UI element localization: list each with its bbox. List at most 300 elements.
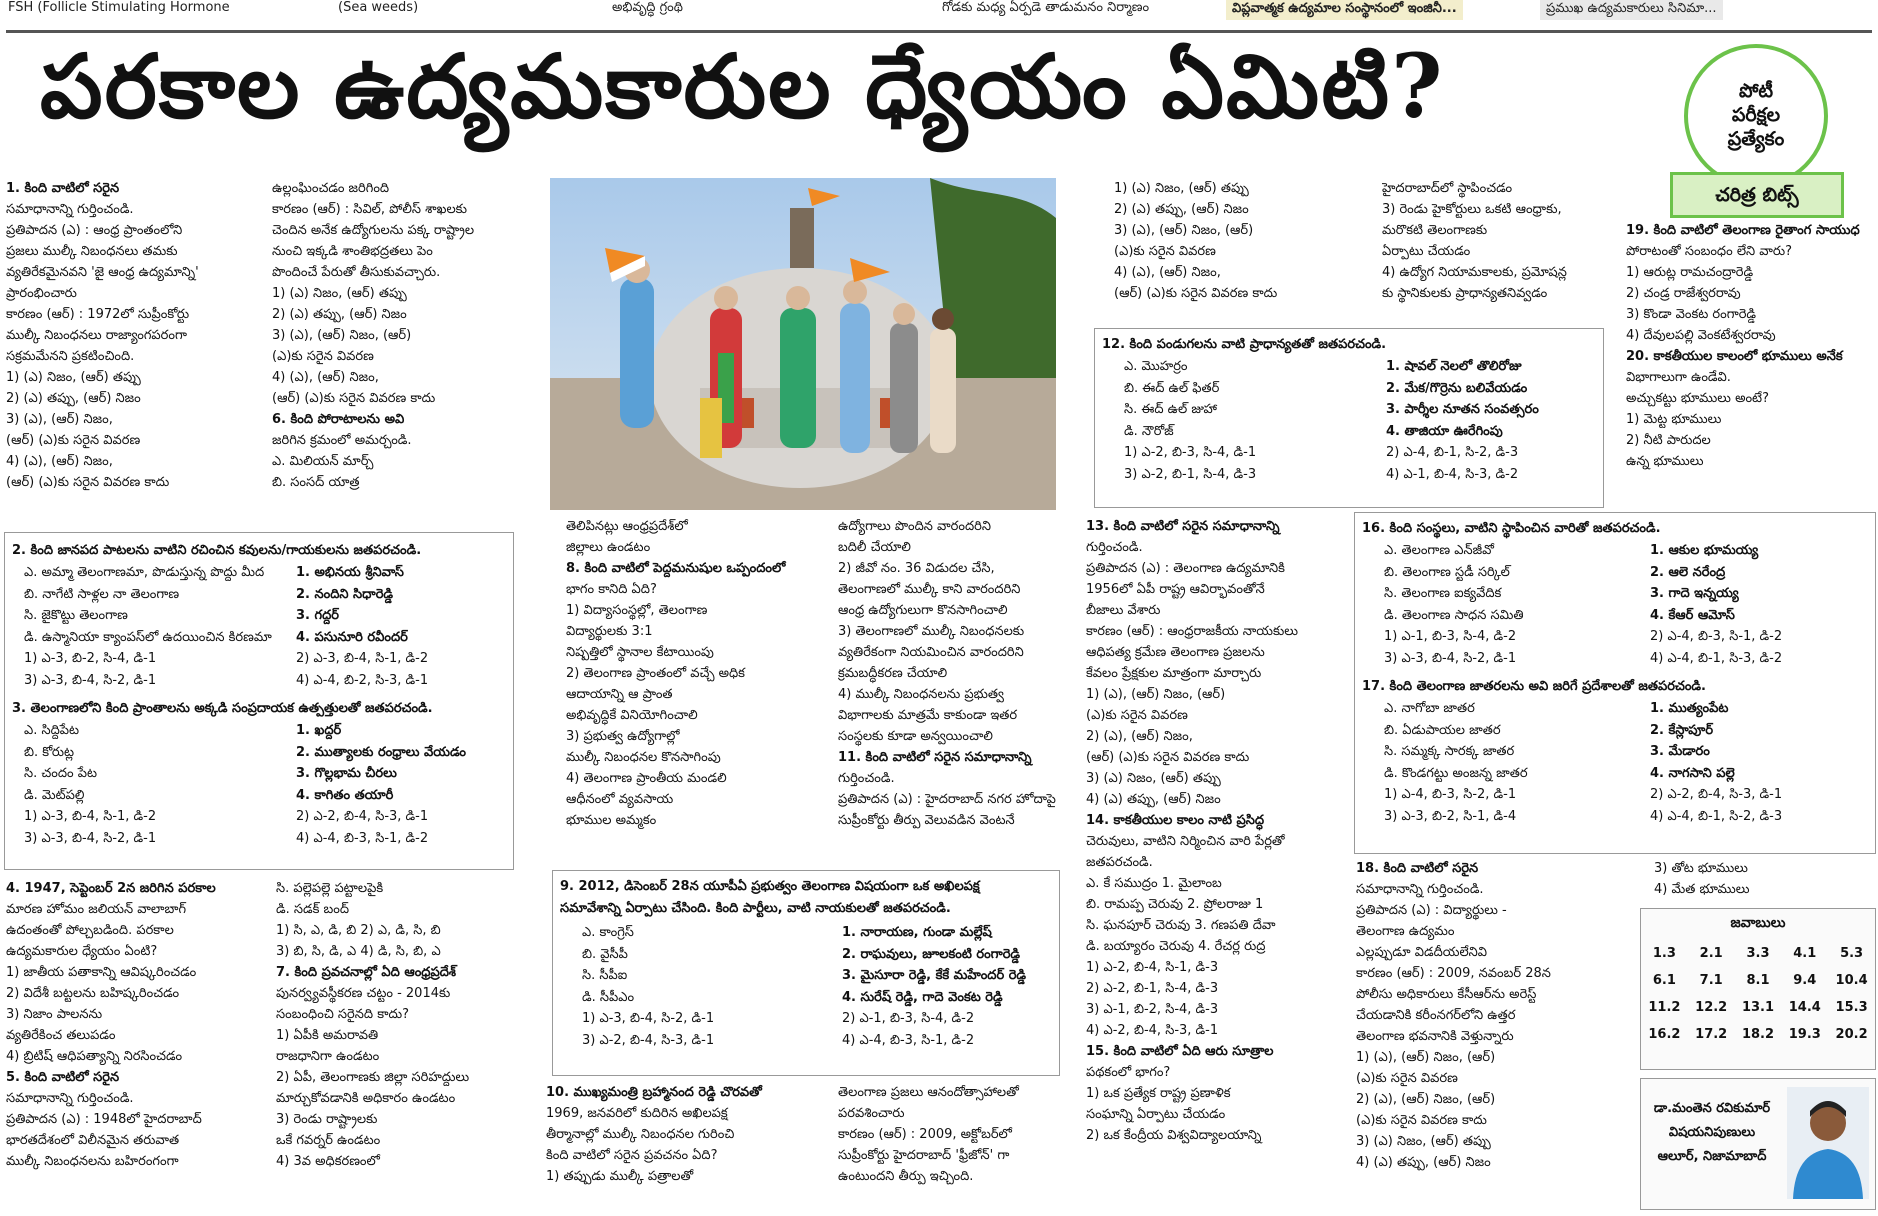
text-line: నుంచి ఇక్కడి శాంతిభద్రతలు పెం bbox=[272, 244, 433, 259]
text-line: 8. కింది వాటిలో పెద్దమనుషుల ఒప్పందంలో bbox=[566, 561, 786, 576]
text-line: అచ్చుకట్టు భూములు అంటే? bbox=[1626, 391, 1769, 406]
author-place: ఆలూర్, నిజామాబాద్ bbox=[1657, 1149, 1767, 1164]
top-strip bbox=[0, 0, 1878, 30]
text-line: 4. కాగితం తయారీ bbox=[296, 787, 394, 803]
text-line: ఒకే గవర్నర్ ఉండటం bbox=[276, 1133, 381, 1148]
text-line: బి. వైసీపీ bbox=[582, 946, 628, 962]
text-line: 1) ఎ-1, బి-3, సి-4, డి-2 bbox=[1384, 629, 1517, 644]
answer-cell: 11.2 bbox=[1648, 1000, 1681, 1015]
text-line: ఆదాయాన్ని ఆ ప్రాంత bbox=[566, 687, 673, 702]
text-line: సంఘాన్ని ఏర్పాటు చేయడం bbox=[1086, 1107, 1226, 1122]
strip-item-0: FSH (Follicle Stimulating Hormone bbox=[8, 0, 230, 15]
text-line: 4) ఎ-1, బి-4, సి-3, డి-2 bbox=[1386, 466, 1519, 482]
text-line: 4) (ఎ) తప్పు, (ఆర్) నిజం bbox=[1356, 1155, 1491, 1170]
text-line: 1) (ఎ) నిజం, (ఆర్) తప్పు bbox=[6, 370, 141, 385]
text-line: ప్రతిపాదన (ఎ) : ఆంధ్ర ప్రాంతంలోని bbox=[6, 223, 183, 238]
text-line: ఆంధ్ర ఉద్యోగులుగా కొనసాగించాలి bbox=[838, 603, 1008, 618]
q3-right bbox=[296, 720, 510, 849]
text-line: సి. ఘనపూర్ చెరువు 3. గణపతి దేవా bbox=[1086, 918, 1276, 933]
text-line: తెలంగాణలో ముల్కీ కాని వారందరిని bbox=[838, 582, 1021, 597]
text-line: డి. మెట్‌పల్లి bbox=[24, 787, 85, 803]
q2-right bbox=[296, 562, 510, 691]
text-line: సమాధానాన్ని గుర్తించండి. bbox=[6, 1091, 134, 1106]
text-line: 3. గద్దర్ bbox=[296, 608, 339, 623]
text-line: ఎ. సిద్దిపేట bbox=[24, 723, 80, 738]
q17-left bbox=[1384, 698, 1644, 827]
text-line: 3) కొండా వెంకట రంగారెడ్డి bbox=[1626, 307, 1757, 322]
text-line: (ఆర్) (ఎ)కు సరైన వివరణ కాదు bbox=[1086, 750, 1250, 765]
text-line: తెలంగాణ ఉద్యమం bbox=[1356, 924, 1455, 939]
text-line: వ్యతిరేకంగా నియమించిన వారందరిని bbox=[838, 645, 1024, 660]
text-line: 4) (ఎ) తప్పు, (ఆర్) నిజం bbox=[1086, 792, 1221, 807]
text-line: డి. కొండగట్టు అంజన్న జాతర bbox=[1384, 765, 1528, 781]
text-line: 2) (ఎ) తప్పు, (ఆర్) నిజం bbox=[272, 307, 407, 322]
answer-cell: 7.1 bbox=[1699, 973, 1723, 988]
text-line: 1) (ఎ), (ఆర్) నిజం, (ఆర్) bbox=[1086, 687, 1226, 702]
text-line: 3) ఎ-2, బి-4, సి-3, డి-1 bbox=[582, 1032, 715, 1048]
text-line: సి. జైకొట్టు తెలంగాణ bbox=[24, 608, 128, 623]
text-line: ఆధీనంలో వ్యవసాయ bbox=[566, 792, 674, 807]
text-line: డి. సీపీఎం bbox=[582, 989, 635, 1005]
text-line: (ఆర్) (ఎ)కు సరైన వివరణ కాదు bbox=[1114, 286, 1278, 301]
text-line: చెందిన అనేక ఉద్యోగులను పక్క రాష్ట్రాల bbox=[272, 223, 475, 238]
text-line: 2) ఎ-3, బి-4, సి-1, డి-2 bbox=[296, 651, 429, 666]
column-4-bottom bbox=[838, 1082, 1070, 1187]
answer-cell: 20.2 bbox=[1835, 1027, 1868, 1042]
answer-row bbox=[1641, 994, 1875, 1021]
text-line: డి. సడక్ బంద్ bbox=[276, 902, 350, 917]
text-line: 3) బి, సి, డి, ఎ 4) డి, సి, బి, ఎ bbox=[276, 944, 441, 959]
text-line: 4. నాగసాని పల్లె bbox=[1650, 765, 1735, 781]
text-line: 2) (ఎ), (ఆర్) నిజం, bbox=[1086, 729, 1193, 744]
text-line: 3. మైసూరా రెడ్డి, కేకే మహేందర్ రెడ్డి bbox=[842, 968, 1027, 983]
text-line: 10. ముఖ్యమంత్రి బ్రహ్మానంద రెడ్డి చొరవతో bbox=[546, 1085, 762, 1100]
statue-photo-illustration bbox=[550, 178, 1056, 510]
text-line: 18. కింది వాటిలో సరైన bbox=[1356, 861, 1479, 876]
text-line: భూముల అమ్మకం bbox=[566, 813, 657, 828]
text-line: 1) (ఎ), (ఆర్) నిజం, (ఆర్) bbox=[1356, 1050, 1496, 1065]
text-line: 3. పార్శీల నూతన సంవత్సరం bbox=[1386, 402, 1539, 417]
strip-item-4: విప్లవాత్మక ఉద్యమాల సంస్థానంలో ఇంజినీ... bbox=[1226, 0, 1463, 20]
text-line: 4. 1947, సెప్టెంబర్ 2న జరిగిన పరకాల bbox=[6, 881, 216, 896]
text-line: ఆధిపత్య క్రమేణ తెలంగాణ ప్రజలను bbox=[1086, 645, 1265, 660]
answer-cell: 9.4 bbox=[1793, 973, 1817, 988]
text-line: 1) సి, ఎ, డి, బి 2) ఎ, డి, సి, బి bbox=[276, 923, 441, 938]
text-line: ఎ. నాగోబా జాతర bbox=[1384, 701, 1475, 716]
q3-block bbox=[12, 698, 508, 720]
answer-key-box bbox=[1640, 908, 1876, 1070]
text-line: 4) ముల్కీ నిబంధనలను ప్రభుత్వ bbox=[838, 687, 1004, 702]
text-line: 4) (ఎ), (ఆర్) నిజం, bbox=[1114, 265, 1221, 280]
text-line: ప్రతిపాదన (ఎ) : తెలంగాణ ఉద్యమానికి bbox=[1086, 561, 1285, 576]
text-line: 1) ఎ-2, బి-3, సి-4, డి-1 bbox=[1124, 445, 1257, 460]
answer-cell: 1.3 bbox=[1652, 946, 1676, 961]
text-line: 1) జాతీయ పతాకాన్ని ఆవిష్కరించడం bbox=[6, 965, 197, 980]
text-line: 4. తాజియా ఊరేగింపు bbox=[1386, 423, 1503, 439]
text-line: గుర్తించండి. bbox=[1086, 540, 1143, 555]
text-line: సంబంధించి సరైనది కాదు? bbox=[276, 1007, 410, 1022]
text-line: బి. తెలంగాణ స్టడీ సర్కిల్ bbox=[1384, 564, 1510, 580]
header-rule bbox=[6, 30, 1872, 33]
text-line: 4) బ్రిటిష్ ఆధిపత్యాన్ని నిరసించడం bbox=[6, 1049, 183, 1064]
text-line: 3) తెలంగాణలో ముల్కీ నిబంధనలకు bbox=[838, 624, 1025, 639]
strip-item-2: అభివృద్ధి గ్రంథి bbox=[612, 0, 683, 15]
text-line: 1) మెట్ట భూములు bbox=[1626, 412, 1722, 427]
text-line: మారణ హోమం జలియన్ వాలాబాగ్ bbox=[6, 902, 187, 917]
text-line: ఎ. తెలంగాణ ఎన్‌జీవో bbox=[1384, 543, 1494, 558]
answer-key-title: జవాబులు bbox=[1730, 915, 1786, 931]
headline: పరకాల ఉద్యమకారుల ధ్యేయం ఏమిటి? bbox=[40, 34, 1445, 138]
text-line: 1) ఎ-3, బి-2, సి-4, డి-1 bbox=[24, 651, 157, 666]
text-line: డి. నౌరోజ్ bbox=[1124, 423, 1174, 439]
text-line: 14. కాకతీయుల కాలం నాటి ప్రసిద్ధ bbox=[1086, 813, 1265, 828]
text-line: సి. పల్లెపల్లె పట్టాలపైకి bbox=[276, 881, 384, 896]
text-line: 2) ఎ-4, బి-1, సి-2, డి-3 bbox=[1386, 445, 1519, 460]
text-line: 2) ఏపీ, తెలంగాణకు జిల్లా సరిహద్దులు bbox=[276, 1070, 470, 1085]
text-line: ప్రజలు ముల్కీ నిబంధనలు తమకు bbox=[6, 244, 178, 259]
text-line: ఉంటుందని తీర్పు ఇచ్చింది. bbox=[838, 1169, 974, 1184]
text-line: బి. ఏడుపాయల జాతర bbox=[1384, 722, 1501, 738]
text-line: 2. కేస్లాపూర్ bbox=[1650, 722, 1714, 738]
text-line: 3) ఎ-3, బి-2, సి-1, డి-4 bbox=[1384, 808, 1517, 824]
text-line: సుప్రీంకోర్టు తీర్పు వెలువడిన వెంటనే bbox=[838, 813, 1015, 828]
text-line: మార్చుకోవడానికి అధికారం ఉండటం bbox=[276, 1091, 456, 1106]
text-line: 1. ఖద్దర్ bbox=[296, 723, 342, 738]
text-line: సి. ఈద్ ఉల్ జుహా bbox=[1124, 402, 1217, 417]
answer-cell: 12.2 bbox=[1695, 1000, 1728, 1015]
answer-cell: 4.1 bbox=[1793, 946, 1817, 961]
text-line: పథకంలో భాగం? bbox=[1086, 1065, 1171, 1080]
text-line: 1) ఎ-3, బి-4, సి-2, డి-1 bbox=[582, 1011, 715, 1026]
text-line: విద్యార్థులకు 3:1 bbox=[566, 624, 653, 639]
text-line: 2) ఎ-2, బి-4, సి-3, డి-1 bbox=[296, 809, 429, 824]
text-line: 20. కాకతీయుల కాలంలో భూములు అనేక bbox=[1626, 349, 1843, 364]
text-line: 6. కింది పోరాటాలను అవి bbox=[272, 412, 405, 427]
q9-title-1: 9. 2012, డిసెంబర్ 28న యూపీఏ ప్రభుత్వం తెలంగాణ విషయంగా ఒక అఖిలపక్ష bbox=[560, 879, 980, 894]
text-line: 5. కింది వాటిలో సరైన bbox=[6, 1070, 120, 1085]
text-line: మరొకటి తెలంగాణకు bbox=[1382, 223, 1488, 238]
answer-cell: 3.3 bbox=[1746, 946, 1770, 961]
q16-right bbox=[1650, 540, 1872, 669]
text-line: 4) ఎ-4, బి-2, సి-3, డి-1 bbox=[296, 672, 429, 688]
q9-right bbox=[842, 922, 1056, 1051]
text-line: డి. ఉస్మానియా క్యాంపస్‌లో ఉదయించిన కిరణమా bbox=[24, 629, 272, 645]
text-line: హైదరాబాద్‌లో స్థాపించడం bbox=[1382, 181, 1513, 196]
text-line: బి. కోరుట్ల bbox=[24, 744, 75, 760]
strip-item-3: గోడకు మధ్య ఏర్పడె తాడుమనం నిర్మాణం bbox=[942, 0, 1150, 15]
text-line: 4) ఎ-4, బి-3, సి-1, డి-2 bbox=[842, 1032, 975, 1048]
answer-key-table bbox=[1641, 940, 1875, 1048]
text-line: 2. ముత్యాలకు రంధ్రాలు వేయడం bbox=[296, 744, 466, 760]
text-line: ఎల్లప్పుడూ విడదీయలేనివి bbox=[1356, 945, 1488, 960]
q2-title: 2. కింది జానపద పాటలను వాటిని రచించిన కవులను/గాయకులను జతపరచండి. bbox=[12, 543, 422, 558]
text-line: తెలిపినట్లు ఆంధ్రప్రదేశ్‌లో bbox=[566, 519, 688, 534]
text-line: 1) ఎ-4, బి-3, సి-2, డి-1 bbox=[1384, 787, 1517, 802]
text-line: (ఎ)కు సరైన వివరణ bbox=[1356, 1071, 1458, 1086]
q2-block bbox=[12, 540, 508, 562]
text-line: ఏర్పాటు చేయడం bbox=[1382, 244, 1471, 259]
text-line: 1. ఆకుల భూమయ్య bbox=[1650, 543, 1759, 558]
text-line: ఎ. కాంగ్రెస్ bbox=[582, 925, 634, 940]
text-line: 3) రెండు హైకోర్టులు ఒకటి ఆంధ్రాకు, bbox=[1382, 202, 1562, 217]
q9-title-2: సమావేశాన్ని ఏర్పాటు చేసింది. కింది పార్టీలు, వాటి నాయకులతో జతపరచండి. bbox=[560, 900, 951, 916]
text-line: చేయడానికి కరీంనగర్‌లోని ఉత్తర bbox=[1356, 1008, 1516, 1023]
text-line: బి. నాగేటి సాళ్లల నా తెలంగాణ bbox=[24, 586, 180, 602]
text-line: క్రమబద్ధీకరణ చేయాలి bbox=[838, 666, 948, 681]
text-line: ఉల్లంఘించడం జరిగింది bbox=[272, 181, 390, 196]
text-line: సమాధానాన్ని గుర్తించండి. bbox=[6, 202, 134, 217]
text-line: 3) ఎ-3, బి-4, సి-2, డి-1 bbox=[24, 830, 157, 846]
text-line: 2. రాఘవులు, జూలకంటి రంగారెడ్డి bbox=[842, 946, 1021, 962]
column-6-top bbox=[1382, 178, 1632, 304]
text-line: 3) ఎ-1, బి-2, సి-4, డి-3 bbox=[1086, 1002, 1219, 1017]
text-line: సి. తెలంగాణ ఐక్యవేదిక bbox=[1384, 586, 1502, 601]
text-line: 2) చండ్ర రాజేశ్వరరావు bbox=[1626, 286, 1741, 301]
text-line: 3) ప్రభుత్వ ఉద్యోగాల్లో bbox=[566, 729, 680, 744]
answer-cell: 19.3 bbox=[1788, 1027, 1821, 1042]
text-line: 3. గాదె ఇన్నయ్య bbox=[1650, 586, 1739, 601]
text-line: ఎ. మిలియన్ మార్చ్ bbox=[272, 454, 374, 469]
text-line: 2) విదేశీ బట్టలను బహిష్కరించడం bbox=[6, 986, 180, 1001]
text-line: 3) (ఎ) నిజం, (ఆర్) తప్పు bbox=[1356, 1134, 1491, 1149]
text-line: 1) ఎ-2, బి-4, సి-1, డి-3 bbox=[1086, 960, 1219, 975]
text-line: కేవలం ప్రేక్షకుల మాత్రంగా మార్చారు bbox=[1086, 666, 1262, 681]
text-line: 2. నందిని సిధారెడ్డి bbox=[296, 586, 394, 602]
text-line: బి. సంసద్ యాత్ర bbox=[272, 475, 360, 490]
text-line: ఉన్న భూములు bbox=[1626, 454, 1704, 469]
text-line: కారణం (ఆర్) : 2009, అక్టోబర్‌లో bbox=[838, 1127, 1012, 1142]
text-line: ముల్కీ నిబంధనలు రాజ్యాంగపరంగా bbox=[6, 328, 187, 343]
answer-row bbox=[1641, 1021, 1875, 1048]
text-line: 2) ఎ-2, బి-1, సి-4, డి-3 bbox=[1086, 981, 1219, 996]
q3-left bbox=[24, 720, 294, 849]
q3-title: 3. తెలంగాణలోని కింది ప్రాంతాలను అక్కడి సంప్రదాయక ఉత్పత్తులతో జతపరచండి. bbox=[12, 701, 433, 716]
answer-cell: 14.4 bbox=[1788, 1000, 1821, 1015]
text-line: 4) (ఎ), (ఆర్) నిజం, bbox=[6, 454, 113, 469]
author-box bbox=[1640, 1078, 1876, 1210]
text-line: (ఎ)కు సరైన వివరణ bbox=[1086, 708, 1188, 723]
author-details bbox=[1647, 1097, 1777, 1169]
text-line: 2) (ఎ) తప్పు, (ఆర్) నిజం bbox=[6, 391, 141, 406]
text-line: అభివృద్ధికే వినియోగించాలి bbox=[566, 708, 698, 723]
text-line: 1) ఎ-3, బి-4, సి-1, డి-2 bbox=[24, 809, 157, 824]
column-5-mid bbox=[1086, 516, 1356, 1146]
text-line: సి. సమ్మక్క సారక్క జాతర bbox=[1384, 744, 1515, 759]
text-line: 1) ఆరుట్ల రామచంద్రారెడ్డి bbox=[1626, 265, 1754, 280]
text-line: 3) (ఎ) నిజం, (ఆర్) తప్పు bbox=[1086, 771, 1221, 786]
text-line: తీర్మానాల్లో ముల్కీ నిబంధనల గురించి bbox=[546, 1127, 735, 1142]
text-line: 2) (ఎ) తప్పు, (ఆర్) నిజం bbox=[1114, 202, 1249, 217]
text-line: ముల్కీ నిబంధనలను బహిరంగంగా bbox=[6, 1154, 179, 1169]
answer-cell: 10.4 bbox=[1835, 973, 1868, 988]
text-line: 2) ఎ-1, బి-3, సి-4, డి-2 bbox=[842, 1011, 975, 1026]
text-line: 3. గొల్లభామ చీరలు bbox=[296, 766, 397, 781]
text-line: 4. సురేష్ రెడ్డి, గాదె వెంకట రెడ్డి bbox=[842, 989, 1003, 1005]
badge-line-1: పోటీ bbox=[1738, 80, 1773, 103]
text-line: 2) ఒక కేంద్రీయ విశ్వవిద్యాలయాన్ని bbox=[1086, 1128, 1262, 1143]
text-line: 15. కింది వాటిలో ఏది ఆరు సూత్రాల bbox=[1086, 1044, 1274, 1059]
text-line: (ఆర్) (ఎ)కు సరైన వివరణ కాదు bbox=[272, 391, 436, 406]
q12-title: 12. కింది పండుగలను వాటి ప్రాధాన్యతతో జతపరచండి. bbox=[1102, 337, 1387, 352]
text-line: 13. కింది వాటిలో సరైన సమాధానాన్ని bbox=[1086, 519, 1280, 534]
text-line: ప్రతిపాదన (ఎ) : హైదరాబాద్ నగర హోదాపై bbox=[838, 792, 1056, 807]
text-line: 2) జీవో నం. 36 విడుదల చేసి, bbox=[838, 561, 995, 576]
text-line: 19. కింది వాటిలో తెలంగాణ రైతాంగ సాయుధ bbox=[1626, 223, 1860, 238]
text-line: పోలీసు అధికారులు కేసీఆర్‌ను అరెస్ట్ bbox=[1356, 987, 1537, 1002]
strip-item-5: ప్రముఖ ఉద్యమకారులు సినిమా... bbox=[1540, 0, 1723, 20]
text-line: 4) తెలంగాణ ప్రాంతీయ మండలి bbox=[566, 771, 727, 786]
text-line: ప్రతిపాదన (ఎ) : 1948లో హైదరాబాద్ bbox=[6, 1112, 202, 1127]
q16-block bbox=[1362, 518, 1870, 540]
text-line: పునర్వ్యవస్థీకరణ చట్టం - 2014కు bbox=[276, 986, 451, 1001]
answer-cell: 6.1 bbox=[1652, 973, 1676, 988]
text-line: కారణం (ఆర్) : 2009, నవంబర్ 28న bbox=[1356, 966, 1551, 981]
text-line: 2) తెలంగాణ ప్రాంతంలో వచ్చే అధిక bbox=[566, 666, 745, 681]
q17-right bbox=[1650, 698, 1872, 827]
answer-cell: 5.3 bbox=[1840, 946, 1864, 961]
author-role: విషయనిపుణులు bbox=[1668, 1125, 1756, 1140]
answer-cell: 17.2 bbox=[1695, 1027, 1728, 1042]
text-line: 3) ఎ-3, బి-4, సి-2, డి-1 bbox=[1384, 650, 1517, 666]
q12-right bbox=[1386, 356, 1600, 485]
text-line: ఎ. అమ్మా తెలంగాణమా, పొడుస్తున్న పొద్దు మీద bbox=[24, 565, 265, 580]
column-6-bottom bbox=[1356, 858, 1636, 1173]
text-line: ప్రతిపాదన (ఎ) : విద్యార్థులు - bbox=[1356, 903, 1507, 918]
text-line: 1) విద్యాసంస్థల్లో, తెలంగాణ bbox=[566, 603, 708, 618]
text-line: పొందించే పేరుతో తీసుకువచ్చారు. bbox=[272, 265, 441, 280]
text-line: 3) రెండు రాష్ట్రాలకు bbox=[276, 1112, 378, 1127]
text-line: 1956లో ఏపీ రాష్ట్ర ఆవిర్భావంతోనే bbox=[1086, 582, 1265, 597]
answer-cell: 8.1 bbox=[1746, 973, 1770, 988]
text-line: సుప్రీంకోర్టు హైదరాబాద్ 'ఫ్రీజోన్' గా bbox=[838, 1148, 1010, 1163]
text-line: 3) తోట భూములు bbox=[1654, 861, 1748, 876]
text-line: 1. నారాయణ, గుండా మల్లేష్ bbox=[842, 925, 992, 940]
answer-cell: 16.2 bbox=[1648, 1027, 1681, 1042]
statue-photo bbox=[550, 178, 1056, 510]
text-line: 1) (ఎ) నిజం, (ఆర్) తప్పు bbox=[1114, 181, 1249, 196]
text-line: 2) నీటి పారుదల bbox=[1626, 433, 1711, 448]
text-line: 1969, జనవరిలో కుదిరిన అఖిలపక్ష bbox=[546, 1106, 728, 1121]
q12-left bbox=[1124, 356, 1374, 485]
text-line: (ఎ)కు సరైన వివరణ bbox=[1114, 244, 1216, 259]
q12-block bbox=[1102, 334, 1598, 356]
text-line: 1) (ఎ) నిజం, (ఆర్) తప్పు bbox=[272, 286, 407, 301]
text-line: 4. పసునూరి రవీందర్ bbox=[296, 629, 408, 645]
text-line: కారణం (ఆర్) : సివిల్, పోలీస్ శాఖలకు bbox=[272, 202, 467, 217]
text-line: జతపరచండి. bbox=[1086, 855, 1153, 870]
text-line: 3. మేడారం bbox=[1650, 744, 1710, 759]
text-line: (ఆర్) (ఎ)కు సరైన వివరణ కాదు bbox=[6, 475, 170, 490]
text-line: ఉదంతంతో పోల్చబడింది. పరకాల bbox=[6, 923, 174, 938]
q16-left bbox=[1384, 540, 1644, 669]
text-line: బి. రామప్ప చెరువు 2. ప్రోలరాజు 1 bbox=[1086, 897, 1264, 912]
text-line: 4) ఎ-2, బి-4, సి-3, డి-1 bbox=[1086, 1023, 1219, 1038]
author-photo bbox=[1787, 1087, 1869, 1199]
badge-line-3: ప్రత్యేకం bbox=[1727, 127, 1785, 150]
text-line: సి. సీపీఐ bbox=[582, 968, 628, 983]
answer-cell: 2.1 bbox=[1699, 946, 1723, 961]
text-line: 2) ఎ-2, బి-4, సి-3, డి-1 bbox=[1650, 787, 1783, 802]
strip-item-1: (Sea weeds) bbox=[338, 0, 419, 15]
text-line: 4) 3వ అధికరణంలో bbox=[276, 1154, 380, 1169]
q9-block bbox=[560, 876, 1054, 919]
text-line: పరవశించారు bbox=[838, 1106, 905, 1121]
text-line: విభాగాలుగా ఉండేవి. bbox=[1626, 370, 1731, 385]
column-3 bbox=[566, 516, 836, 831]
text-line: బీజాలు వేశారు bbox=[1086, 603, 1161, 618]
text-line: 1) ఒక ప్రత్యేక రాష్ట్ర ప్రణాళిక bbox=[1086, 1086, 1231, 1101]
text-line: 2. ఆలె నరేంద్ర bbox=[1650, 564, 1726, 580]
answer-cell: 13.1 bbox=[1741, 1000, 1775, 1015]
text-line: 3) ఎ-3, బి-4, సి-2, డి-1 bbox=[24, 672, 157, 688]
text-line: బదిలీ చేయాలి bbox=[838, 540, 911, 555]
text-line: 3) నిజాం పాలనను bbox=[6, 1007, 103, 1022]
text-line: 4) (ఎ), (ఆర్) నిజం, bbox=[272, 370, 379, 385]
text-line: 1) ఏపీకి అమరావతి bbox=[276, 1028, 379, 1043]
exam-special-badge bbox=[1684, 44, 1828, 188]
text-line: సంస్థలకు కూడా అన్వయించాలి bbox=[838, 729, 993, 744]
answer-row bbox=[1641, 940, 1875, 967]
badge-line-2: పరీక్షల bbox=[1731, 104, 1781, 127]
text-line: 1. ముత్యంపేట bbox=[1650, 701, 1729, 716]
text-line: 3) ఎ-2, బి-1, సి-4, డి-3 bbox=[1124, 466, 1257, 482]
text-line: 1. షావల్ నెలలో తొలిరోజు bbox=[1386, 359, 1522, 374]
q17-title: 17. కింది తెలంగాణ జాతరలను అవి జరిగే ప్రదేశాలతో జతపరచండి. bbox=[1362, 679, 1706, 694]
answer-row bbox=[1641, 967, 1875, 994]
text-line: (ఎ)కు సరైన వివరణ bbox=[272, 349, 374, 364]
text-line: డి. తెలంగాణ సాధన సమితి bbox=[1384, 607, 1524, 623]
author-name: డా.మంతెన రవికుమార్ bbox=[1653, 1101, 1771, 1116]
text-line: 2) (ఎ), (ఆర్) నిజం, (ఆర్) bbox=[1356, 1092, 1496, 1107]
text-line: భారతదేశంలో విలీనమైన తరువాత bbox=[6, 1133, 180, 1148]
text-line: ఉద్యోగాలు పొందిన వారందరిని bbox=[838, 519, 991, 534]
text-line: రాజధానిగా ఉండటం bbox=[276, 1049, 380, 1064]
text-line: 4) మేత భూములు bbox=[1654, 882, 1750, 897]
text-line: 1. అభినయ శ్రీనివాస్ bbox=[296, 565, 404, 580]
column-7-bottom bbox=[1654, 858, 1854, 900]
text-line: వ్యతిరేకమైనవని 'జై ఆంధ్ర ఉద్యమాన్ని' bbox=[6, 265, 199, 280]
column-3-bottom bbox=[546, 1082, 836, 1187]
text-line: తెలంగాణ భవనానికి వెళ్తున్నారు bbox=[1356, 1029, 1514, 1044]
column-1 bbox=[6, 178, 266, 493]
answer-cell: 15.3 bbox=[1835, 1000, 1868, 1015]
text-line: భాగం కానిది ఏది? bbox=[566, 582, 657, 597]
text-line: బి. ఈద్ ఉల్ ఫితర్ bbox=[1124, 380, 1220, 396]
text-line: కారణం (ఆర్) : 1972లో సుప్రీంకోర్టు bbox=[6, 307, 190, 322]
text-line: 2) ఎ-4, బి-3, సి-1, డి-2 bbox=[1650, 629, 1783, 644]
text-line: 4. కేఆర్ ఆమోస్ bbox=[1650, 607, 1735, 623]
text-line: 1. కింది వాటిలో సరైన bbox=[6, 181, 120, 196]
text-line: కారణం (ఆర్) : ఆంధ్రరాజకీయ నాయకులు bbox=[1086, 624, 1298, 639]
text-line: గుర్తించండి. bbox=[838, 771, 895, 786]
text-line: ప్రారంభించారు bbox=[6, 286, 77, 301]
text-line: తెలంగాణ ప్రజలు ఆనందోత్సాహాలతో bbox=[838, 1085, 1019, 1100]
text-line: ఎ. మొహర్రం bbox=[1124, 359, 1188, 374]
column-2-bottom bbox=[276, 878, 546, 1172]
text-line: 4) దేవులపల్లి వెంకటేశ్వరరావు bbox=[1626, 328, 1776, 343]
text-line: సక్రమమేనని ప్రకటించింది. bbox=[6, 349, 135, 364]
text-line: కు స్థానికులకు ప్రాధాన్యతనివ్వడం bbox=[1382, 286, 1548, 301]
text-line: ఉద్యమకారుల ధ్యేయం ఏంటి? bbox=[6, 944, 158, 959]
text-line: చెరువులు, వాటిని నిర్మించిన వారి పేర్లతో bbox=[1086, 834, 1285, 849]
text-line: ముల్కీ నిబంధనల కొనసాగింపు bbox=[566, 750, 721, 765]
text-line: 11. కింది వాటిలో సరైన సమాధానాన్ని bbox=[838, 750, 1032, 765]
text-line: సమాధానాన్ని గుర్తించండి. bbox=[1356, 882, 1484, 897]
history-bits-tag: చరిత్ర బిట్స్ bbox=[1670, 172, 1844, 218]
text-line: కింది వాటిలో సరైన ప్రవచనం ఏది? bbox=[546, 1148, 718, 1163]
text-line: 3) (ఎ), (ఆర్) నిజం, bbox=[6, 412, 113, 427]
text-line: ఎ. కే సముద్రం 1. మైలాంబ bbox=[1086, 876, 1222, 891]
